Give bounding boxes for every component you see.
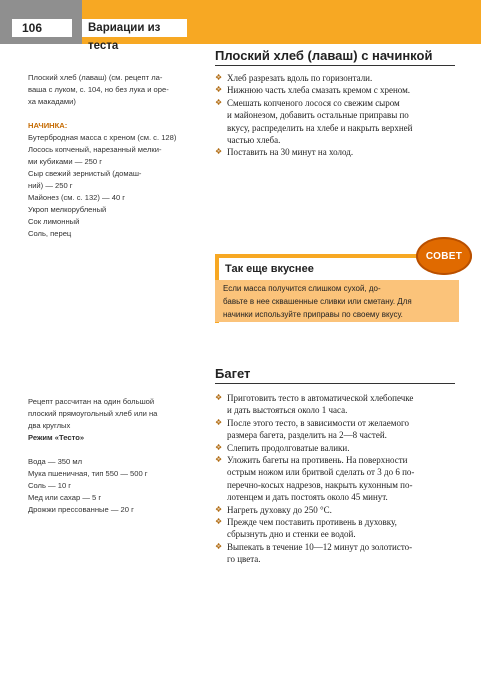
ingredient-line: Бутербродная масса с хреном (см. с. 128) <box>28 133 177 142</box>
tip-badge-label: СОВЕТ <box>425 250 463 262</box>
diamond-bullet-icon: ❖ <box>215 85 223 95</box>
diamond-bullet-icon: ❖ <box>215 97 223 107</box>
ingredient-line: Соль — 10 г <box>28 481 72 490</box>
tip-title: Так еще вкуснее <box>225 263 314 275</box>
title-rule <box>215 383 455 384</box>
ingredient-line: Укроп мелкорубленый <box>28 205 107 214</box>
tip-badge <box>416 237 472 275</box>
recipe2-intro-line: плоский прямоугольный хлеб или на <box>28 409 158 418</box>
ingredient-line: Мед или сахар — 5 г <box>28 493 102 502</box>
recipe1-steps <box>215 72 458 159</box>
step-item: ❖ Прежде чем поставить противень в духовку, сбрызнуть дно и стенки ее водой. <box>215 517 397 540</box>
filling-label: НАЧИНКА: <box>28 121 68 130</box>
step-item: ❖ Нижнюю часть хлеба смазать кремом с хреном. <box>215 85 411 96</box>
recipe2-intro-line: два круглых <box>28 421 71 430</box>
ingredient-line: Сыр свежий зернистый (домаш- <box>28 169 142 178</box>
step-item: ❖ Уложить багеты на противень. На поверхности острым ножом или бритвой сделать от 3 до 6 по- перечно-косых надрезов, накрыть кухонным по- лотенцем и дать постоять около 45 минут. <box>215 455 415 503</box>
recipe1-intro-line: ха макадами) <box>28 97 76 106</box>
diamond-bullet-icon: ❖ <box>215 393 223 402</box>
step-item: ❖ Нагреть духовку до 250 °С. <box>215 504 332 515</box>
diamond-bullet-icon: ❖ <box>215 147 223 157</box>
tip-line: Если масса получится слишком сухой, до- <box>223 284 381 293</box>
diamond-bullet-icon: ❖ <box>215 417 223 427</box>
step-item: ❖ Хлеб разрезать вдоль по горизонтали. <box>215 73 373 83</box>
ingredient-line: Майонез (см. с. 132) — 40 г <box>28 193 126 202</box>
ingredient-line: Лосось копченый, нарезанный мелки- <box>28 145 162 154</box>
tip-line: бавьте в нее сквашенные сливки или сметану. Для <box>223 297 412 306</box>
diamond-bullet-icon: ❖ <box>215 73 223 82</box>
recipe1-ingredients <box>28 72 198 240</box>
ingredient-line: Мука пшеничная, тип 550 — 500 г <box>28 469 148 478</box>
section-title: Вариации из теста <box>82 19 187 37</box>
title-rule <box>215 65 455 66</box>
step-item: ❖ Поставить на 30 минут на холод. <box>215 147 354 158</box>
tip-line: начинки используйте приправы по своему вкусу. <box>223 310 403 319</box>
recipe2-ingredients <box>28 396 198 516</box>
diamond-bullet-icon: ❖ <box>215 455 223 465</box>
recipe2-intro-line: Рецепт рассчитан на один большой <box>28 397 155 406</box>
step-item: ❖ Слепить продолговатые валики. <box>215 442 350 453</box>
recipe2-steps <box>215 392 458 566</box>
tip-body <box>215 280 459 322</box>
diamond-bullet-icon: ❖ <box>215 541 223 551</box>
step-item: ❖ Приготовить тесто в автоматической хлебопечке и дать выстояться около 1 часа. <box>215 393 414 416</box>
ingredient-line: ми кубиками — 250 г <box>28 157 102 166</box>
ingredient-line: Соль, перец <box>28 229 72 238</box>
ingredient-line: Дрожжи прессованные — 20 г <box>28 505 134 514</box>
ingredient-line: ний) — 250 г <box>28 181 73 190</box>
step-item: ❖ Выпекать в течение 10—12 минут до золотисто- го цвета. <box>215 541 413 565</box>
tip-accent-top <box>215 254 425 258</box>
step-item: ❖ После этого тесто, в зависимости от желаемого размера багета, разделить на 2—8 частей. <box>215 417 409 441</box>
recipe1-intro-line: ваша с луком, с. 104, но без лука и оре- <box>28 85 169 94</box>
ingredient-line: Сок лимонный <box>28 217 80 226</box>
recipe2-title: Багет <box>215 366 251 381</box>
ingredient-line: Вода — 350 мл <box>28 457 83 466</box>
page-number: 106 <box>12 19 72 37</box>
recipe1-intro-line: Плоский хлеб (лаваш) (см. рецепт ла- <box>28 73 163 82</box>
mode-label: Режим «Тесто» <box>28 433 85 442</box>
diamond-bullet-icon: ❖ <box>215 517 223 527</box>
diamond-bullet-icon: ❖ <box>215 504 223 514</box>
step-item: ❖ Смешать копченого лосося со свежим сыром и майонезом, добавить остальные приправы по вкусу, распределить на хлебе и накрыть верхней частью хлеба. <box>215 97 413 146</box>
page-header <box>0 0 481 52</box>
recipe1-title: Плоский хлеб (лаваш) с начинкой <box>215 48 433 63</box>
diamond-bullet-icon: ❖ <box>215 442 223 452</box>
